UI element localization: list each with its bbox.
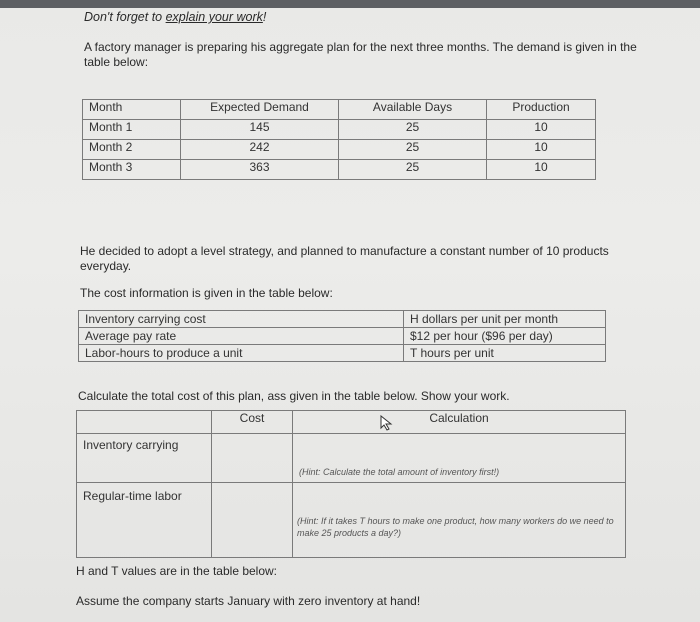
strategy-line-2: everyday. (80, 259, 132, 273)
cost-label-cell: Average pay rate (79, 328, 404, 345)
table-row (83, 160, 596, 180)
header-production: Production (487, 100, 596, 120)
strategy-line-1: He decided to adopt a level strategy, and planned to manufacture a constant number of 10 products (80, 244, 609, 258)
production-cell: 10 (487, 140, 596, 160)
month-cell: Month 2 (83, 140, 181, 160)
cost-intro: The cost information is given in the table below: (80, 286, 333, 300)
reminder-prefix: Don't forget to (84, 10, 166, 24)
days-cell: 25 (339, 140, 487, 160)
intro-line-1: A factory manager is preparing his aggregate plan for the next three months. The demand is given in the (84, 40, 637, 54)
cost-value-cell: T hours per unit (404, 345, 606, 362)
inventory-hint: (Hint: Calculate the total amount of inventory first!) (299, 467, 500, 477)
table-header-row (83, 100, 596, 120)
demand-cell: 145 (181, 120, 339, 140)
demand-table (82, 99, 596, 180)
production-cell: 10 (487, 120, 596, 140)
intro-line-2: table below: (84, 55, 149, 69)
demand-cell: 363 (181, 160, 339, 180)
table-row (83, 140, 596, 160)
labor-hint: (Hint: If it takes T hours to make one product, how many workers do we need to make 25 products a day?) (297, 516, 614, 538)
table-header-row (77, 411, 626, 434)
cost-cell-labor[interactable] (212, 483, 293, 558)
header-available-days: Available Days (339, 100, 487, 120)
table-row (77, 434, 626, 483)
calculation-table (76, 410, 626, 558)
table-row (83, 120, 596, 140)
cost-info-table (78, 310, 606, 362)
production-cell: 10 (487, 160, 596, 180)
cost-cell-inventory[interactable] (212, 434, 293, 483)
reminder-suffix: ! (262, 10, 267, 24)
reminder-text (84, 10, 266, 24)
cost-value-cell: H dollars per unit per month (404, 311, 606, 328)
cost-label-cell: Labor-hours to produce a unit (79, 345, 404, 362)
month-cell: Month 3 (83, 160, 181, 180)
header-month: Month (83, 100, 181, 120)
header-blank (77, 411, 212, 434)
header-calculation: Calculation (293, 411, 626, 434)
table-row (79, 345, 606, 362)
days-cell: 25 (339, 160, 487, 180)
header-cost: Cost (212, 411, 293, 434)
footer-line-1: H and T values are in the table below: (76, 564, 278, 578)
cost-label-cell: Inventory carrying cost (79, 311, 404, 328)
header-expected-demand: Expected Demand (181, 100, 339, 120)
footer-line-2: Assume the company starts January with zero inventory at hand! (76, 594, 421, 608)
cost-value-cell: $12 per hour ($96 per day) (404, 328, 606, 345)
row-label-inventory: Inventory carrying (77, 434, 212, 483)
reminder-link: explain your work (165, 10, 263, 24)
row-label-labor: Regular-time labor (77, 483, 212, 558)
calculation-prompt: Calculate the total cost of this plan, ass given in the table below. Show your work. (78, 389, 510, 403)
table-row (79, 328, 606, 345)
calculation-cell-inventory[interactable] (293, 434, 626, 483)
table-row (79, 311, 606, 328)
demand-cell: 242 (181, 140, 339, 160)
mouse-pointer-icon (380, 415, 394, 431)
top-strip (0, 0, 700, 8)
calculation-cell-labor[interactable] (293, 483, 626, 558)
days-cell: 25 (339, 120, 487, 140)
month-cell: Month 1 (83, 120, 181, 140)
table-row (77, 483, 626, 558)
